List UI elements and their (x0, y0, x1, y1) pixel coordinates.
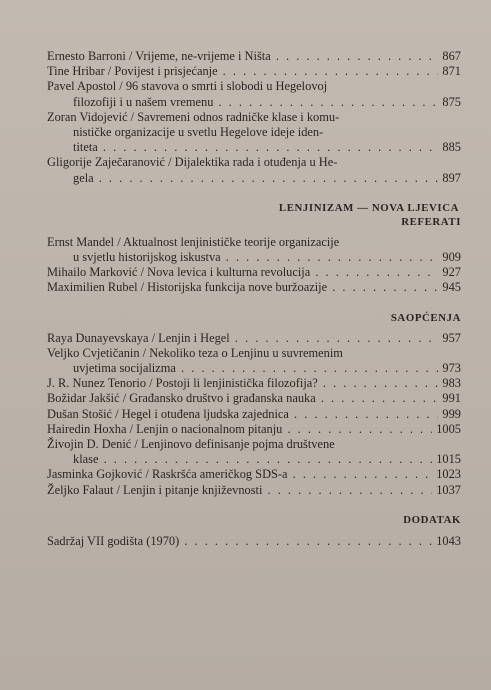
toc-entry (47, 422, 461, 437)
toc-entry-title: Gligorije Zaječaranović / Dijalektika rada i otuđenja u He- (47, 155, 338, 170)
toc-entry-title: Živojin D. Denić / Lenjinovo definisanje pojma društvene (47, 437, 335, 452)
toc-entry (47, 483, 461, 498)
toc-entry-title-cont: titeta . . . (73, 140, 438, 155)
toc-entry-page: 945 (442, 280, 461, 295)
toc-entry-title: Pavel Apostol / 96 stavova o smrti i slobodi u Hegelovoj (47, 79, 328, 94)
toc-entry (47, 437, 461, 467)
toc-entry (47, 331, 461, 346)
toc-entry-page: 909 (442, 250, 461, 265)
toc-entry-title: Dušan Stošić / Hegel i otuđena ljudska zajednica . . . (47, 407, 438, 422)
toc-entry-title: Zoran Vidojević / Savremeni odnos radničke klase i komu- (47, 109, 340, 124)
toc-entry-page: 871 (442, 64, 461, 79)
toc-entry-page: 973 (442, 361, 461, 376)
toc-entry (47, 49, 461, 64)
toc-entry-page: 1015 (436, 452, 461, 467)
toc-entry-page: 1037 (436, 482, 461, 497)
toc-entry-page: 1005 (436, 421, 461, 436)
toc-entry-title: Željko Falaut / Lenjin i pitanje književnosti . . . (47, 483, 432, 498)
toc-entry-title: Tine Hribar / Povijest i prisjećanje . . . (47, 64, 438, 79)
toc-entry (47, 155, 461, 185)
toc-entry-title: J. R. Nunez Tenorio / Postoji li lenjinistička filozofija? . . . (47, 376, 438, 391)
toc-entry-page: 875 (442, 94, 461, 109)
toc-entry-page: 927 (442, 265, 461, 280)
toc-entry (47, 110, 461, 156)
toc-entry (47, 235, 461, 265)
section-subheading: REFERATI (401, 215, 461, 228)
toc-entry (47, 64, 461, 79)
toc-entry-page: 983 (442, 376, 461, 391)
toc-entry-title-cont: klase . . . (73, 452, 432, 467)
toc-entry (47, 391, 461, 406)
toc-entry-title: Mihailo Marković / Nova levica i kulturna revolucija . . . (47, 265, 438, 280)
toc-entry-title-cont: gela . . . (73, 171, 438, 186)
section-heading: SAOPĆENJA (390, 311, 461, 324)
toc-entry-title: Jasminka Gojković / Raskršća američkog SDS-a . . . (47, 467, 432, 482)
toc-entry-title-cont: u svjetlu historijskog iskustva . . . (73, 250, 438, 265)
toc-entry (47, 346, 461, 376)
toc-entry-page: 1043 (436, 533, 461, 548)
toc-entry-page: 991 (442, 391, 461, 406)
toc-entry (47, 534, 461, 549)
toc-entry (47, 467, 461, 482)
toc-entry-page: 999 (442, 406, 461, 421)
toc-entry (47, 376, 461, 391)
section-heading: DODATAK (403, 513, 461, 526)
toc-entry-title: Ernesto Barroni / Vrijeme, ne-vrijeme i Ništa . . . (47, 49, 438, 64)
toc-entry-title: Sadržaj VII godišta (1970) . . . (47, 534, 432, 549)
toc-entry (47, 79, 461, 109)
toc-entry-title: Veljko Cvjetičanin / Nekoliko teza o Lenjinu u suvremenim (47, 345, 343, 360)
toc-entry-page: 1023 (436, 467, 461, 482)
section-heading: LENJINIZAM — NOVA LJEVICA (278, 201, 459, 214)
toc-entry (47, 280, 461, 295)
toc-entry (47, 407, 461, 422)
toc-entry-title: Hairedin Hoxha / Lenjin o nacionalnom pitanju . . . (47, 422, 432, 437)
toc-entry-title-cont: nističke organizacije u svetlu Hegelove ideje iden- (73, 125, 324, 140)
table-of-contents (47, 49, 461, 549)
toc-entry-title-cont: uvjetima socijalizma . . . (73, 361, 438, 376)
toc-entry-title: Maximilien Rubel / Historijska funkcija nove buržoazije . . . (47, 280, 438, 295)
toc-entry-page: 897 (442, 170, 461, 185)
toc-entry-title: Ernst Mandel / Aktualnost lenjinističke teorije organizacije (47, 234, 340, 249)
toc-entry-page: 885 (442, 140, 461, 155)
toc-entry (47, 265, 461, 280)
toc-entry-title: Božidar Jakšić / Građansko društvo i građanska nauka . . . (47, 391, 438, 406)
toc-entry-title-cont: filozofiji i u našem vremenu . . . (73, 95, 438, 110)
toc-entry-title: Raya Dunayevskaya / Lenjin i Hegel . . . (47, 331, 438, 346)
toc-entry-page: 957 (442, 330, 461, 345)
toc-entry-page: 867 (442, 49, 461, 63)
